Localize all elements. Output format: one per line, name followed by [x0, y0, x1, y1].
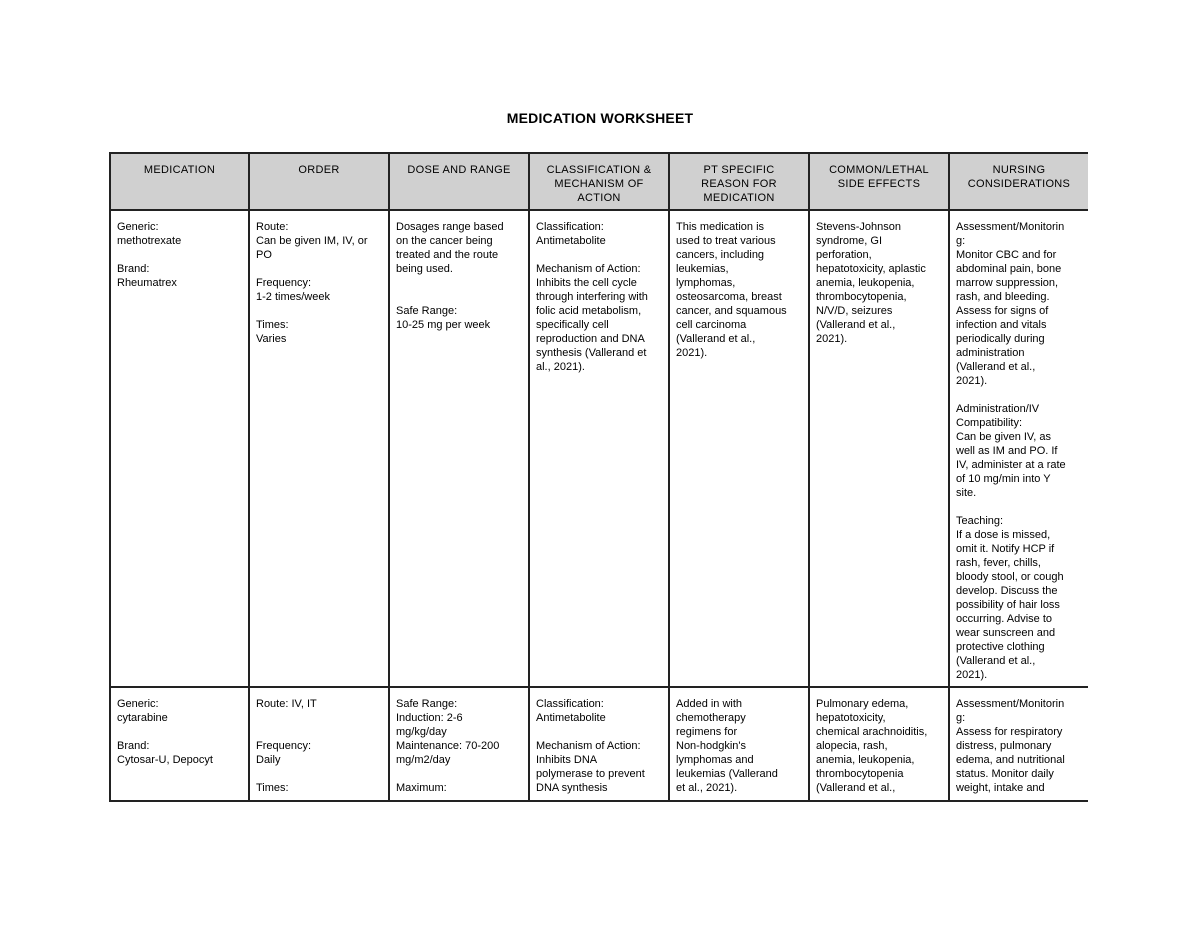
cell-nursing: Assessment/Monitorin g: Monitor CBC and for abdominal pain, bone marrow suppression, rash, and bleeding. Assess for signs of infection and vitals periodically during administration (Vallerand et al., 2021). Administration/IV Compatibility: Can be given IV, as well as IM and PO. If IV, administer at a rate of 10 mg/min into Y site. Teaching: If a dose is missed, omit it. Notify HCP if rash, fever, chills, bloody stool, or cough develop. Discuss the possibility of hair loss occurring. Advise to wear sunscreen and protective clothing (Vallerand et al., 2021). — [949, 210, 1088, 687]
cell-medication: Generic: methotrexate Brand: Rheumatrex — [110, 210, 249, 687]
medication-table-container — [109, 152, 1088, 804]
table-row — [110, 687, 1088, 801]
cell-reason: This medication is used to treat various cancers, including leukemias, lymphomas, osteosarcoma, breast cancer, and squamous cell carcinoma (Vallerand et al., 2021). — [669, 210, 809, 687]
column-header-side-effects: COMMON/LETHAL SIDE EFFECTS — [809, 153, 949, 210]
column-header-medication: MEDICATION — [110, 153, 249, 210]
column-header-classification: CLASSIFICATION & MECHANISM OF ACTION — [529, 153, 669, 210]
table-row — [110, 210, 1088, 687]
medication-table — [109, 152, 1088, 802]
cell-classification: Classification: Antimetabolite Mechanism of Action: Inhibits the cell cycle through interfering with folic acid metabolism, specifically cell reproduction and DNA synthesis (Vallerand et al., 2021). — [529, 210, 669, 687]
cell-side-effects: Pulmonary edema, hepatotoxicity, chemical arachnoiditis, alopecia, rash, anemia, leukopenia, thrombocytopenia (Vallerand et al., — [809, 687, 949, 801]
page-title: MEDICATION WORKSHEET — [506, 110, 694, 126]
cell-classification: Classification: Antimetabolite Mechanism of Action: Inhibits DNA polymerase to prevent DNA synthesis — [529, 687, 669, 801]
column-header-reason: PT SPECIFIC REASON FOR MEDICATION — [669, 153, 809, 210]
cell-side-effects: Stevens-Johnson syndrome, GI perforation, hepatotoxicity, aplastic anemia, leukopenia, thrombocytopenia, N/V/D, seizures (Vallerand et al., 2021). — [809, 210, 949, 687]
column-header-order: ORDER — [249, 153, 389, 210]
column-header-nursing: NURSING CONSIDERATIONS — [949, 153, 1088, 210]
cell-reason: Added in with chemotherapy regimens for Non-hodgkin's lymphomas and leukemias (Vallerand et al., 2021). — [669, 687, 809, 801]
cell-order: Route: IV, IT Frequency: Daily Times: — [249, 687, 389, 801]
cell-dose: Safe Range: Induction: 2-6 mg/kg/day Maintenance: 70-200 mg/m2/day Maximum: — [389, 687, 529, 801]
column-header-dose-range: DOSE AND RANGE — [389, 153, 529, 210]
table-header-row — [110, 153, 1088, 210]
cell-medication: Generic: cytarabine Brand: Cytosar-U, Depocyt — [110, 687, 249, 801]
cell-order: Route: Can be given IM, IV, or PO Frequency: 1-2 times/week Times: Varies — [249, 210, 389, 687]
cell-nursing: Assessment/Monitorin g: Assess for respiratory distress, pulmonary edema, and nutritional status. Monitor daily weight, intake and — [949, 687, 1088, 801]
cell-dose: Dosages range based on the cancer being treated and the route being used. Safe Range: 10-25 mg per week — [389, 210, 529, 687]
